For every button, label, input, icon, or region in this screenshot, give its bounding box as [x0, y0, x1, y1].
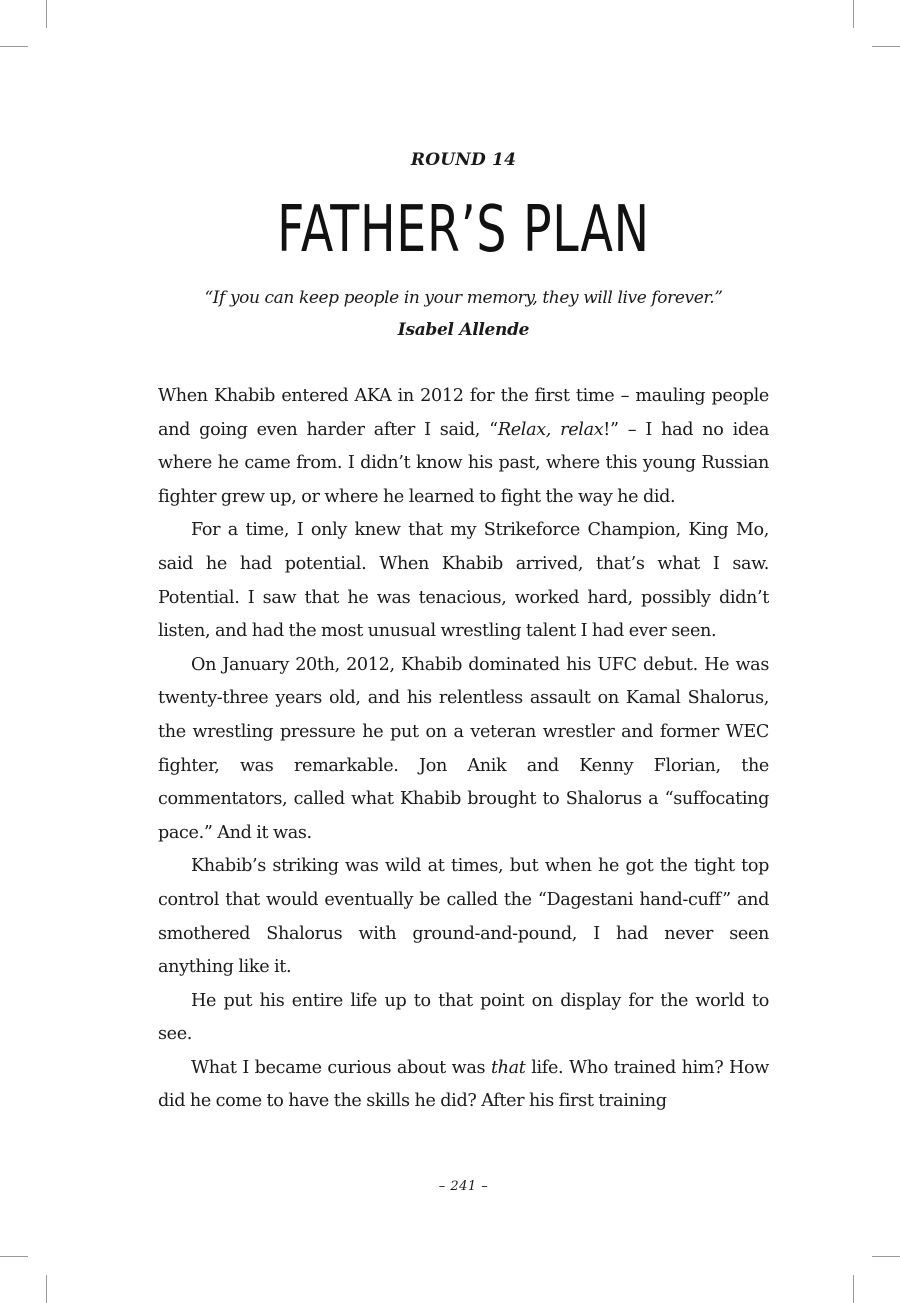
crop-mark-bottom-left-vertical [46, 1275, 47, 1303]
crop-mark-top-left-horizontal [0, 46, 28, 47]
body-paragraph [158, 1052, 769, 1119]
epigraph-quote: “If you can keep people in your memory, they will live forever.” [204, 288, 723, 308]
crop-mark-top-right-horizontal [872, 46, 900, 47]
crop-mark-bottom-right-horizontal [872, 1256, 900, 1257]
text-run: Khabib’s striking was wild at times, but when he got the tight top control that would eventually be called the “Dagestani hand-cuff” and smothered Shalorus with ground-and-pound, I had never seen anything like it. [158, 856, 769, 978]
crop-mark-top-right-vertical [853, 0, 854, 28]
text-run: life. Who trained him? How did he come to have the skills he did? After his first training [158, 1057, 769, 1112]
text-run: On January 20th, 2012, Khabib dominated his UFC debut. He was twenty-three years old, and his relentless assault on Kamal Shalorus, the wrestling pressure he put on a veteran wrestler and former WEC fighter, was remarkable. Jon Anik and Kenny Florian, the commentators, called what Khabib brought to Shalorus a “suffocating pace.” And it was. [158, 654, 769, 843]
body-paragraph [158, 985, 769, 1052]
text-run: When Khabib entered AKA in 2012 for the first time – mauling people and going even harder after I said, “ [158, 386, 769, 440]
italic-text: that [490, 1057, 526, 1078]
text-run: What I became curious about was [191, 1057, 491, 1078]
italic-text: Relax, relax [497, 419, 604, 440]
body-text [158, 380, 769, 1119]
chapter-title: FATHER’S PLAN [277, 193, 650, 267]
text-run: He put his entire life up to that point on display for the world to see. [158, 990, 769, 1045]
body-paragraph [158, 380, 769, 514]
book-page [158, 0, 769, 1303]
text-run: For a time, I only knew that my Strikeforce Champion, King Mo, said he had potential. When Khabib arrived, that’s what I saw. Potential. I saw that he was tenacious, worked hard, possibly didn’t listen, and had the most unusual wrestling talent I had ever seen. [158, 520, 769, 642]
epigraph-author: Isabel Allende [397, 320, 530, 340]
page-number: – 241 – [438, 1179, 489, 1194]
text-run: !” – I had no idea where he came from. I didn’t know his past, where this young Russian fighter grew up, or where he learned to fight the way he did. [158, 419, 769, 507]
crop-mark-bottom-left-horizontal [0, 1256, 28, 1257]
crop-mark-bottom-right-vertical [853, 1275, 854, 1303]
crop-mark-top-left-vertical [46, 0, 47, 28]
body-paragraph [158, 649, 769, 851]
body-paragraph [158, 850, 769, 984]
body-paragraph [158, 514, 769, 648]
chapter-round-label: ROUND 14 [410, 150, 517, 170]
